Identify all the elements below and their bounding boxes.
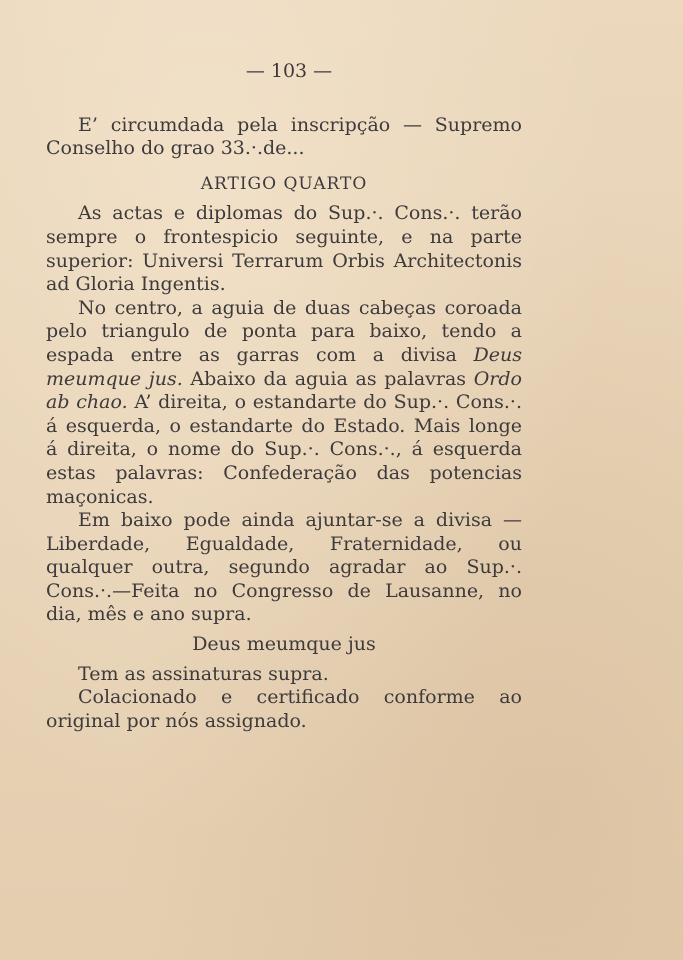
paragraph-assinaturas: Tem as assinaturas supra.: [78, 662, 329, 685]
paragraph-inscription: E’ circumdada pela inscripção — Supremo Conselho do grao 33.·.de...: [46, 113, 522, 160]
paragraph-centro-text-2: Abaixo da aguia as palavras: [182, 367, 474, 390]
page-text-block: [46, 60, 522, 733]
motto-italic-ordo: Ordo ab chao.: [46, 367, 522, 414]
motto-line: Deus meumque jus: [192, 633, 376, 656]
motto-italic-deus: Deus meumque jus.: [46, 343, 522, 390]
section-heading: ARTIGO QUARTO: [200, 173, 368, 194]
paragraph-centro-text-1: No centro, a aguia de duas cabeças coroada pelo triangulo de ponta para baixo, tendo a espada entre as garras com a divisa: [46, 296, 522, 366]
paragraph-colacionado: Colacionado e certificado conforme ao original por nós assignado.: [46, 686, 522, 732]
paragraph-divisa: Em baixo pode ainda ajuntar-se a divisa — Liberdade, Egualdade, Fraternidade, ou qualquer outra, segundo agradar ao Sup.·. Cons.·.—Feita no Congresso de Lausanne, no dia, mês e ano supra.: [46, 509, 522, 626]
paragraph-actas: As actas e diplomas do Sup.·. Cons.·. terão sempre o frontespicio seguinte, e na parte superior: Universi Terrarum Orbis Architectonis ad Gloria Ingentis.: [46, 202, 522, 296]
page-number: — 103 —: [245, 60, 333, 82]
paragraph-centro: [46, 297, 522, 509]
paragraph-centro-text-3: A’ direita, o estandarte do Sup.·. Cons.·. á esquerda, o estandarte do Estado. Mais longe á direita, o nome do Sup.·. Cons.·., á esquerda estas palavras: Confederação das potencias maçonicas.: [46, 391, 522, 508]
